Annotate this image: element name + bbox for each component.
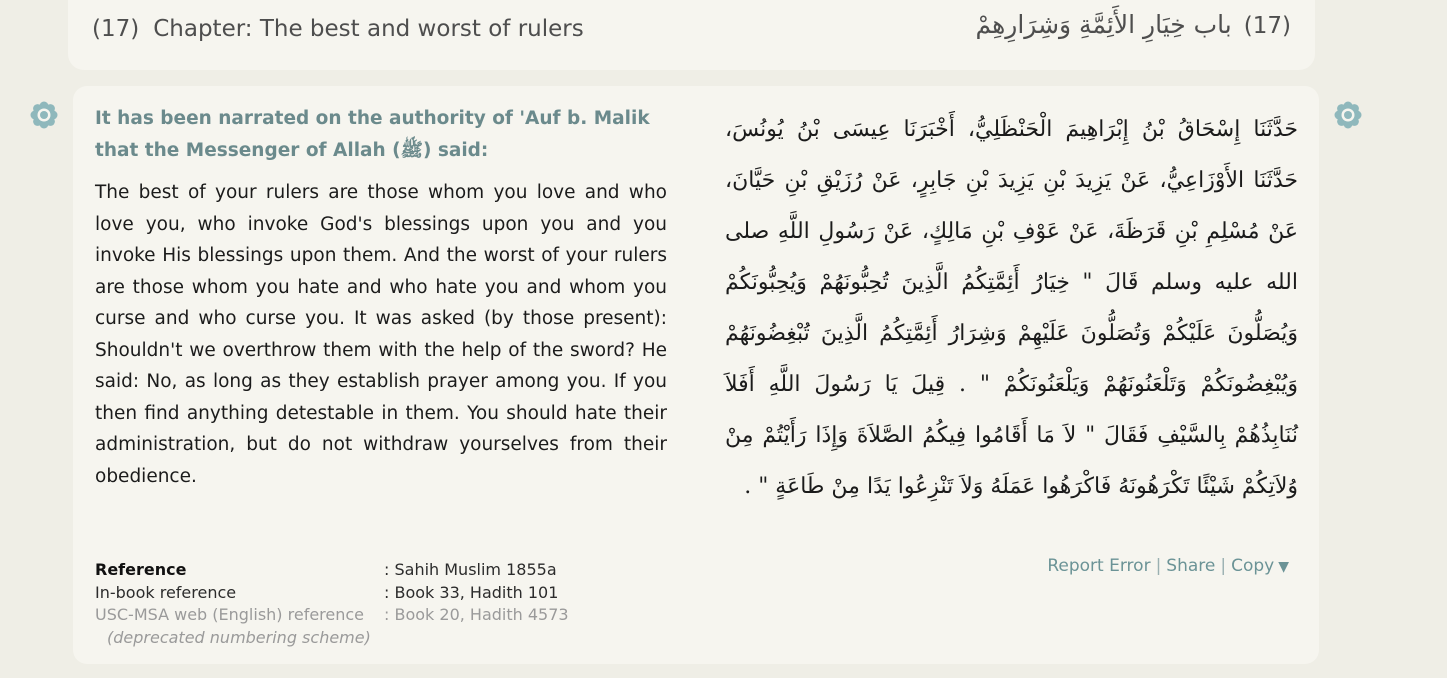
- copy-link[interactable]: Copy: [1231, 556, 1275, 576]
- uscmsa-reference-label: USC-MSA web (English) reference: [95, 605, 365, 624]
- deprecated-numbering-note: (deprecated numbering scheme): [107, 627, 371, 647]
- uscmsa-reference-value: : Book 20, Hadith 4573: [384, 605, 569, 624]
- chapter-title-en-text: Chapter: The best and worst of rulers: [153, 16, 584, 42]
- flower-ornament-icon: [1333, 100, 1363, 130]
- uscmsa-reference-row: [95, 604, 569, 627]
- flower-ornament-icon: [29, 100, 59, 130]
- hadith-card: [73, 86, 1319, 664]
- inbook-reference-value: : Book 33, Hadith 101: [384, 582, 559, 602]
- hadith-narrator: It has been narrated on the authority of 'Auf b. Malik that the Messenger of Allah (ﷺ) said:: [95, 108, 650, 161]
- reference-label: Reference: [95, 560, 187, 579]
- action-separator: |: [1155, 556, 1162, 576]
- copy-dropdown-arrow-icon[interactable]: ▼: [1278, 559, 1289, 575]
- hadith-actions: [1047, 556, 1289, 576]
- inbook-reference-label: In-book reference: [95, 582, 237, 602]
- chapter-number-arabic-side: (17): [1243, 13, 1291, 39]
- chapter-title-arabic: [975, 10, 1291, 39]
- chapter-header: [68, 0, 1315, 70]
- inbook-reference-row: [95, 582, 569, 605]
- hadith-text-arabic: حَدَّثَنَا إِسْحَاقُ بْنُ إِبْرَاهِيمَ الْحَنْظَلِيُّ، أَخْبَرَنَا عِيسَى بْنُ يُونُسَ، حَدَّثَنَا الأَوْزَاعِيُّ، عَنْ يَزِيدَ بْنِ يَزِيدَ بْنِ جَابِرٍ، عَنْ رُزَيْقِ بْنِ حَيَّانَ، عَنْ مُسْلِمِ بْنِ قَرَظَةَ، عَنْ عَوْفِ بْنِ مَالِكٍ، عَنْ رَسُولِ اللَّهِ صلى الله عليه وسلم قَالَ " خِيَارُ أَئِمَّتِكُمُ الَّذِينَ تُحِبُّونَهُمْ وَيُحِبُّونَكُمْ وَيُصَلُّونَ عَلَيْكُمْ وَتُصَلُّونَ عَلَيْهِمْ وَشِرَارُ أَئِمَّتِكُمُ الَّذِينَ تُبْغِضُونَهُمْ وَيُبْغِضُونَكُمْ وَتَلْعَنُونَهُمْ وَيَلْعَنُونَكُمْ " . قِيلَ يَا رَسُولَ اللَّهِ أَفَلاَ نُنَابِذُهُمْ بِالسَّيْفِ فَقَالَ " لاَ مَا أَقَامُوا فِيكُمُ الصَّلاَةَ وَإِذَا رَأَيْتُمْ مِنْ وُلاَتِكُمْ شَيْئًا تَكْرَهُونَهُ فَاكْرَهُوا عَمَلَهُ وَلاَ تَنْزِعُوا يَدًا مِنْ طَاعَةٍ " .: [725, 117, 1298, 499]
- hadith-text-english: The best of your rulers are those whom you love and who love you, who invoke God's blessings upon you and you invoke His blessings upon them. And the worst of your rulers are those whom you hate and who hate you and whom you curse and who curse you. It was asked (by those present): Shouldn't we overthrow them with the help of the sword? He said: No, as long as they establish prayer among you. If you then find anything detestable in them. You should hate their administration, but do not withdraw yourselves from their obedience.: [95, 182, 667, 487]
- report-error-link[interactable]: Report Error: [1047, 556, 1151, 576]
- reference-row: [95, 559, 569, 582]
- chapter-title-english: [92, 16, 584, 42]
- chapter-number: (17): [92, 16, 140, 42]
- action-separator: |: [1220, 556, 1227, 576]
- reference-value: : Sahih Muslim 1855a: [384, 560, 557, 579]
- hadith-references: [95, 559, 569, 649]
- share-link[interactable]: Share: [1166, 556, 1216, 576]
- chapter-title-ar-text: باب خِيَارِ الأَئِمَّةِ وَشِرَارِهِمْ: [975, 10, 1232, 39]
